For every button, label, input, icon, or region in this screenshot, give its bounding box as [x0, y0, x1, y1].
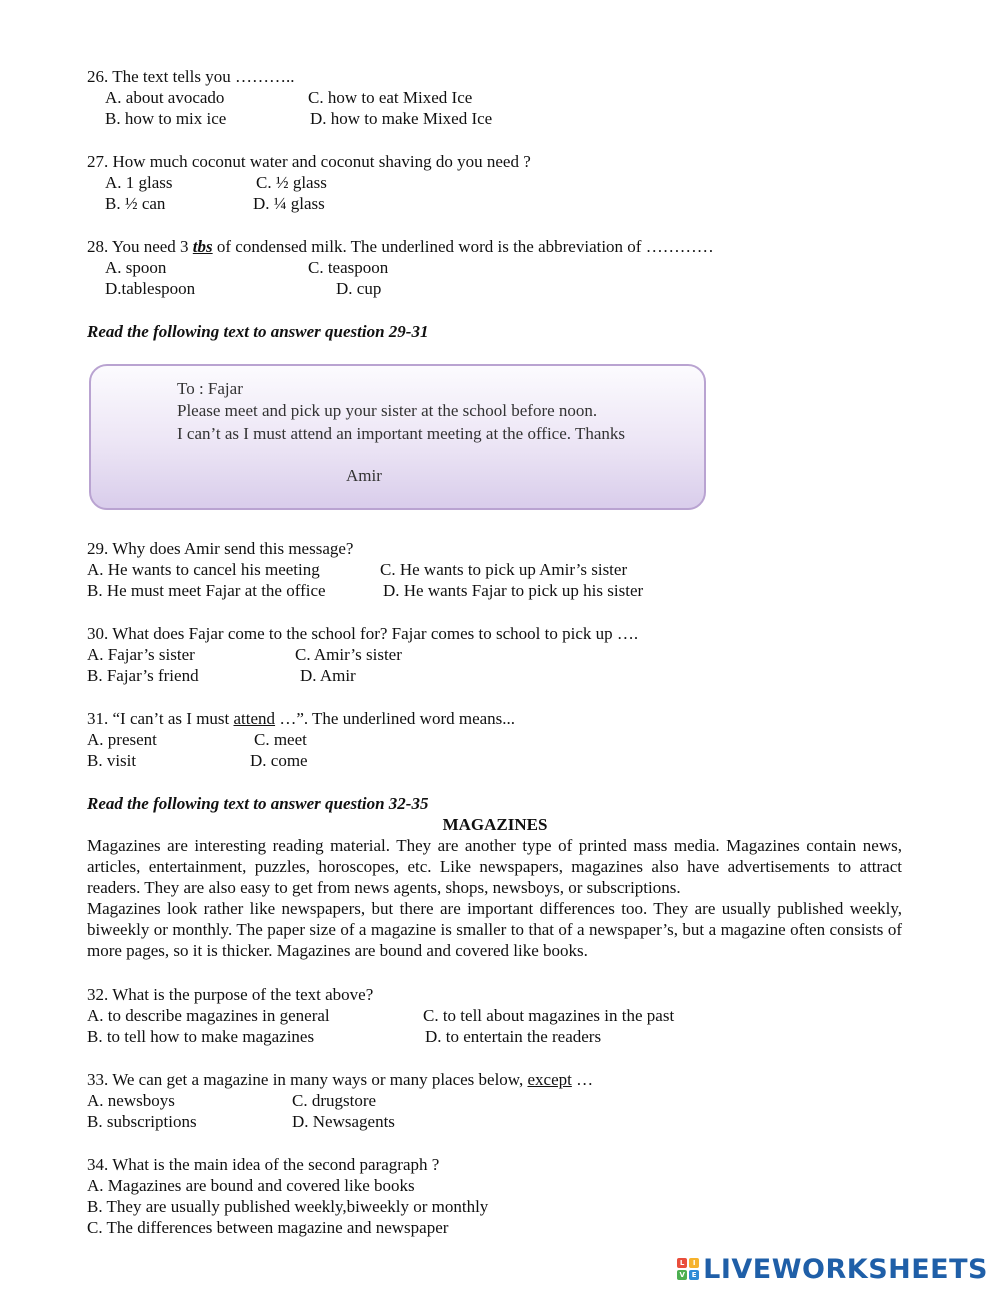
- q34-option-b[interactable]: B. They are usually published weekly,biweekly or monthly: [87, 1197, 489, 1216]
- q34-option-c[interactable]: C. The differences between magazine and newspaper: [87, 1218, 449, 1237]
- q33-option-a[interactable]: A. newsboys: [87, 1091, 175, 1110]
- q26-option-d[interactable]: D. how to make Mixed Ice: [310, 109, 493, 128]
- logo-blocks-icon: L I V E: [677, 1258, 699, 1280]
- q31-option-b[interactable]: B. visit: [87, 751, 137, 770]
- reading-paragraph-2: Magazines look rather like newspapers, but there are important differences too. They are usually published weekly, biweekly or monthly. The paper size of a magazine is smaller to that of a newspaper’s, but a magazine often consists of more pages, so it is thicker. Magazines are bound and covered like books.: [87, 899, 902, 960]
- q32-option-b[interactable]: B. to tell how to make magazines: [87, 1027, 315, 1046]
- q32-option-c[interactable]: C. to tell about magazines in the past: [423, 1006, 675, 1025]
- q34-question: 34. What is the main idea of the second paragraph ?: [87, 1155, 440, 1174]
- q34-option-a[interactable]: A. Magazines are bound and covered like books: [87, 1176, 415, 1195]
- q28-option-a[interactable]: A. spoon: [105, 258, 167, 277]
- q27-option-d[interactable]: D. ¼ glass: [253, 194, 325, 213]
- message-sender: Amir: [346, 466, 382, 485]
- q33-underlined-word: except: [527, 1070, 572, 1089]
- q32-option-d[interactable]: D. to entertain the readers: [425, 1027, 602, 1046]
- q33-option-b[interactable]: B. subscriptions: [87, 1112, 197, 1131]
- q33-option-c[interactable]: C. drugstore: [292, 1091, 377, 1110]
- q28-option-b[interactable]: D.tablespoon: [105, 279, 196, 298]
- reading-paragraph-1: Magazines are interesting reading material. They are another type of printed mass media. Magazines contain news, articles, entertainment, puzzles, horoscopes, etc. Like newspapers, magazines also have advertisements to attract readers. They are also easy to get from news agents, shops, newsboys, or subscriptions.: [87, 836, 902, 897]
- q31-underlined-word: attend: [233, 709, 276, 728]
- message-line-1: Please meet and pick up your sister at the school before noon.: [177, 401, 598, 420]
- q33-option-d[interactable]: D. Newsagents: [292, 1112, 395, 1131]
- q26-option-c[interactable]: C. how to eat Mixed Ice: [308, 88, 473, 107]
- q31-option-a[interactable]: A. present: [87, 730, 157, 749]
- q30-question: 30. What does Fajar come to the school for? Fajar comes to school to pick up ….: [87, 624, 639, 643]
- q27-option-c[interactable]: C. ½ glass: [256, 173, 327, 192]
- q29-option-c[interactable]: C. He wants to pick up Amir’s sister: [380, 560, 628, 579]
- q29-option-d[interactable]: D. He wants Fajar to pick up his sister: [383, 581, 644, 600]
- message-line-2: I can’t as I must attend an important meeting at the office. Thanks: [177, 424, 626, 443]
- q26-option-b[interactable]: B. how to mix ice: [105, 109, 227, 128]
- q31-option-c[interactable]: C. meet: [254, 730, 307, 749]
- section-instruction-29-31: Read the following text to answer question 29-31: [87, 322, 429, 341]
- q31-option-d[interactable]: D. come: [250, 751, 308, 770]
- q27-option-a[interactable]: A. 1 glass: [105, 173, 173, 192]
- q27-question: 27. How much coconut water and coconut shaving do you need ?: [87, 152, 531, 171]
- q29-question: 29. Why does Amir send this message?: [87, 539, 354, 558]
- q30-option-b[interactable]: B. Fajar’s friend: [87, 666, 199, 685]
- q26-question: 26. The text tells you ………..: [87, 67, 295, 86]
- q28-option-c[interactable]: C. teaspoon: [308, 258, 389, 277]
- q32-question: 32. What is the purpose of the text above?: [87, 985, 374, 1004]
- q28-option-d[interactable]: D. cup: [336, 279, 382, 298]
- q26-option-a[interactable]: A. about avocado: [105, 88, 225, 107]
- message-recipient: To : Fajar: [177, 379, 243, 398]
- q33-question: 33. We can get a magazine in many ways or many places below, except …: [87, 1070, 594, 1089]
- q30-option-c[interactable]: C. Amir’s sister: [295, 645, 402, 664]
- liveworksheets-logo[interactable]: [677, 1252, 988, 1286]
- logo-text: LIVEWORKSHEETS: [703, 1253, 988, 1285]
- q28-question: 28. You need 3 tbs of condensed milk. The underlined word is the abbreviation of …………: [87, 237, 714, 256]
- q30-option-d[interactable]: D. Amir: [300, 666, 356, 685]
- section-instruction-32-35: Read the following text to answer question 32-35: [87, 794, 429, 813]
- q28-underlined-word: tbs: [192, 237, 213, 256]
- q32-option-a[interactable]: A. to describe magazines in general: [87, 1006, 330, 1025]
- q27-option-b[interactable]: B. ½ can: [105, 194, 166, 213]
- q29-option-b[interactable]: B. He must meet Fajar at the office: [87, 581, 326, 600]
- q31-question: 31. “I can’t as I must attend …”. The underlined word means...: [87, 709, 516, 728]
- q30-option-a[interactable]: A. Fajar’s sister: [87, 645, 195, 664]
- q29-option-a[interactable]: A. He wants to cancel his meeting: [87, 560, 320, 579]
- reading-title: MAGAZINES: [442, 815, 548, 834]
